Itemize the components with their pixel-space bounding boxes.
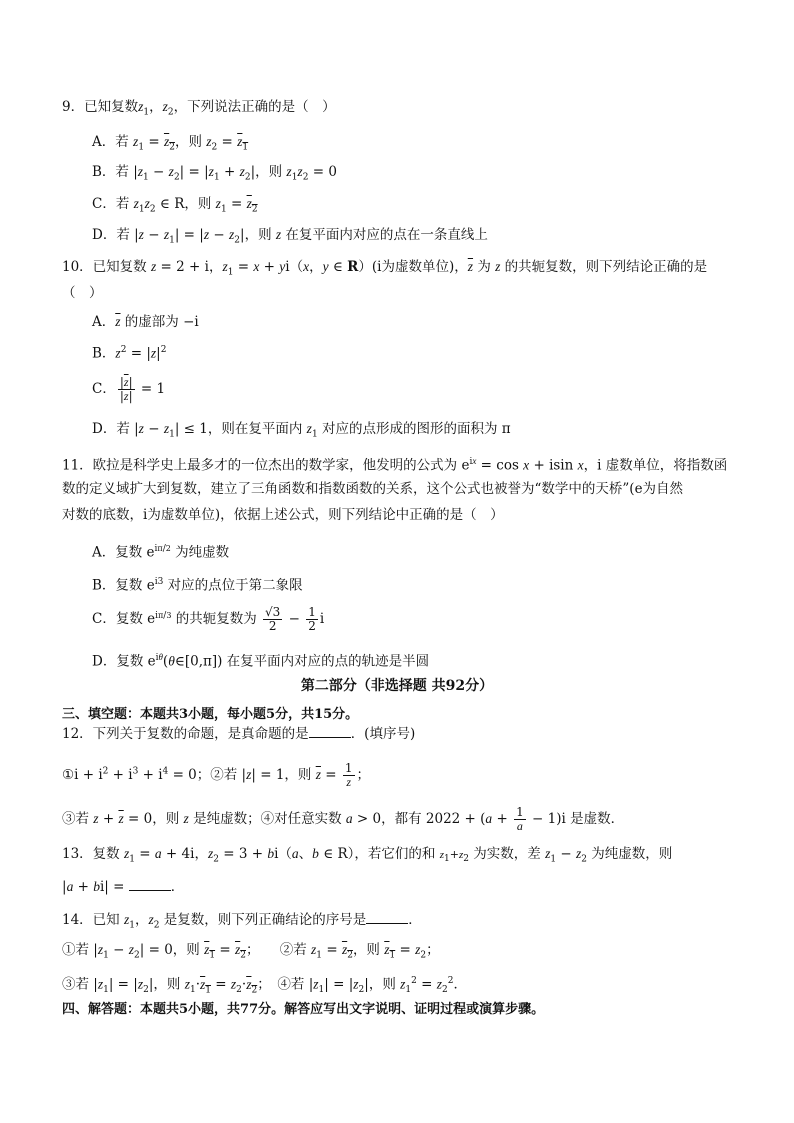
q13-line2: |a + bi| = ．	[62, 879, 185, 895]
q11-option-d: D．复数 $e^{i\theta}(\theta\in[0,\pi])$ 在复平面内对应的点的轨迹是半圆	[92, 652, 430, 670]
q10-paren: （ ）	[62, 285, 103, 301]
q11-stem-line3: 对数的底数，i为虚数单位)，依据上述公式，则下列结论中正确的是（ ）	[62, 507, 504, 523]
q11-stem-line1: 11．欧拉是科学史上最多才的一位杰出的数学家，他发明的公式为 $e^{ix} = \cos x + isin$ x，i 虚数单位，将指数函	[62, 456, 728, 474]
q11-option-b: B．复数 $e^{i3}$ 对应的点位于第二象限	[92, 577, 303, 594]
q9-option-b: B．若 $|z_1 - z_2| = |z_1 + z_2|$，则 $z_1z_2 = 0$	[92, 164, 337, 183]
q11-option-c: C．复数 $e^{i\pi/3}$ 的共轭复数为 $\frac{√3}{2}$ − $\frac{1}{2}$ i	[92, 605, 325, 633]
part-two-heading: 第二部分（非选择题 共92分）	[300, 678, 494, 694]
q10-option-b: B．$z^2 = |z|^2$	[92, 345, 167, 362]
q14-stem: 14．已知 $z_1$，$z_2$ 是复数，则下列正确结论的序号是 ．	[62, 912, 422, 931]
section-4-heading: 四、解答题：本题共5小题，共77分。解答应写出文字说明、证明过程或演算步骤。	[62, 1002, 545, 1017]
q9-option-c: C．若 $z_1z_2$ ∈ R，则 $z_1 = z_2$	[92, 196, 258, 215]
q9-option-a: A．若 $z_1 = z_2$，则 $z_2 = z_1$	[92, 134, 249, 153]
q14-line1: ①若 $|z_1 - z_2| = 0$，则 $z_1 = z_2$； ②若 $z_1 = z_2$，则 $z_1 = z_2$；	[62, 942, 440, 961]
q11-option-a: A．复数 $e^{i\pi/2}$ 为纯虚数	[92, 544, 230, 561]
q9-stem: 9．已知复数$z_1$，$z_2$，下列说法正确的是（ ）	[62, 99, 336, 118]
q9-option-d: D．若 $|z - z_1| = |z - z_2|$，则 z 在复平面内对应的点在一条直线上	[92, 227, 488, 246]
q12-line2: ③若 $z + \overline{z} = 0$，则 z 是纯虚数；④对任意实数 a > 0，都有 2022 + (a + $\frac{1}{a}$ − 1)i 是虚数．	[62, 805, 625, 833]
q13-stem: 13．复数 $z_1 = a + 4i$，$z_2 = 3 + bi(a$、b ∈ R），若它们的和 $z_1+z_2$ 为实数，差 $z_1 - z_2$ 为纯虚数，则	[62, 846, 673, 865]
q10-option-d: D．若 $|z - z_1| \le 1$，则在复平面内 $z_1$ 对应的点形成的图形的面积为 π	[92, 421, 511, 440]
q10-option-a: A．$\overline{z}$ 的虚部为 −i	[92, 314, 199, 330]
section-3-heading: 三、填空题：本题共3小题，每小题5分，共15分。	[62, 707, 359, 722]
q10-stem: 10．已知复数 z = 2 + i，$z_1 = x + yi(x$，y ∈ R）(i为虚数单位)，$\overline{z}$ 为 z 的共轭复数，则下列结论正确的是	[62, 259, 708, 278]
q12-line1: ①i + $i^2 + i^3 + i^4 = 0$；②若 |z| = 1，则 $\overline{z}$ = $\frac{1}{z}$ ；	[62, 761, 371, 789]
q12-stem: 12．下列关于复数的命题，是真命题的是 ．(填序号)	[62, 726, 416, 742]
q11-stem-line2: 数的定义域扩大到复数，建立了三角函数和指数函数的关系，这个公式也被誉为“数学中的天桥”(e为自然	[62, 481, 684, 497]
q14-line2: ③若 $|z_1| = |z_2|$，则 $z_1\cdot z_1 = z_2\cdot z_2$； ④若 $|z_1| = |z_2|$，则 $z_1^2 = z_2^2$．	[62, 976, 467, 996]
q10-option-c: C． $\frac{|\overline{z}|}{|z|}$ = 1	[92, 375, 166, 403]
